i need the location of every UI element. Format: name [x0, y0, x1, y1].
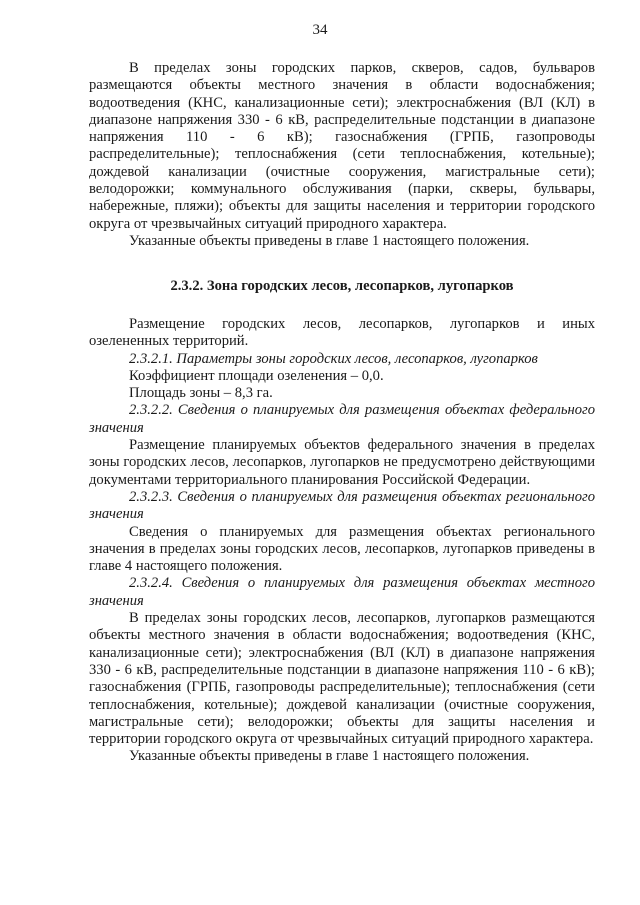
page-number: 34 [312, 22, 328, 38]
local-objects-reference: Указанные объекты приведены в главе 1 настоящего положения. [129, 748, 530, 765]
params-heading: 2.3.2.1. Параметры зоны городских лесов, лесопарков, лугопарков [129, 350, 538, 367]
federal-objects-heading: 2.3.2.2. Сведения о планируемых для размещения объектах федерального значения [89, 402, 595, 436]
section-heading: 2.3.2. Зона городских лесов, лесопарков, лугопарков [170, 278, 514, 294]
federal-objects-text: Размещение планируемых объектов федерального значения в пределах зоны городских лесов, лесопарков, лугопарков не предусмотрено действующими документами территориального планирования Российской Федерации. [89, 437, 595, 488]
regional-objects-heading: 2.3.2.3. Сведения о планируемых для размещения объектах регионального значения [89, 488, 595, 523]
regional-objects-text: Сведения о планируемых для размещения объектах регионального значения в пределах зоны городских лесов, лесопарков, лугопарков приведены в главе 4 настоящего положения. [89, 523, 595, 575]
forest-zone-intro: Размещение городских лесов, лесопарков, лугопарков и иных озелененных территорий. [89, 316, 595, 350]
parks-zone-reference: Указанные объекты приведены в главе 1 настоящего положения. [129, 232, 530, 249]
local-objects-text: В пределах зоны городских лесов, лесопарков, лугопарков размещаются объекты местного значения в области водоснабжения; водоотведения (КНС, канализационные сети); электроснабжения (ВЛ (КЛ) в диапазоне напряжения 330 - 6 кВ, распределительные подстанции в диапазоне напряжения 110 - 6 кВ); газоснабжения (ГРПБ, газопроводы распределительные); теплоснабжения (сети теплоснабжения, котельные); дождевой канализации (очистные сооружения, магистральные сети); велодорожки; объекты для защиты населения и территории городского округа от чрезвычайных ситуаций природного характера. [89, 610, 595, 748]
section-heading-block [89, 278, 595, 295]
parks-zone-objects-paragraph: В пределах зоны городских парков, скверов, садов, бульваров размещаются объекты местного значения в области водоснабжения; водоотведения (КНС, канализационные сети); электроснабжения (ВЛ (КЛ) в диапазоне напряжения 330 - 6 кВ, распределительные подстанции в диапазоне напряжения 110 - 6 кВ); газоснабжения (ГРПБ, газопроводы распределительные); теплоснабжения (сети теплоснабжения, котельные); дождевой канализации (очистные сооружения, магистральные сети); велодорожки; коммунального обслуживания (парки, скверы, бульвары, набережные, пляжи); объекты для защиты населения и территории городского округа от чрезвычайных ситуаций природного характера. [89, 60, 595, 232]
zone-area: Площадь зоны – 8,3 га. [129, 385, 273, 402]
local-objects-heading: 2.3.2.4. Сведения о планируемых для размещения объектах местного значения [89, 575, 595, 609]
greening-coefficient: Коэффициент площади озеленения – 0,0. [129, 367, 384, 384]
forest-zone-section [89, 316, 595, 766]
top-section [89, 60, 595, 250]
